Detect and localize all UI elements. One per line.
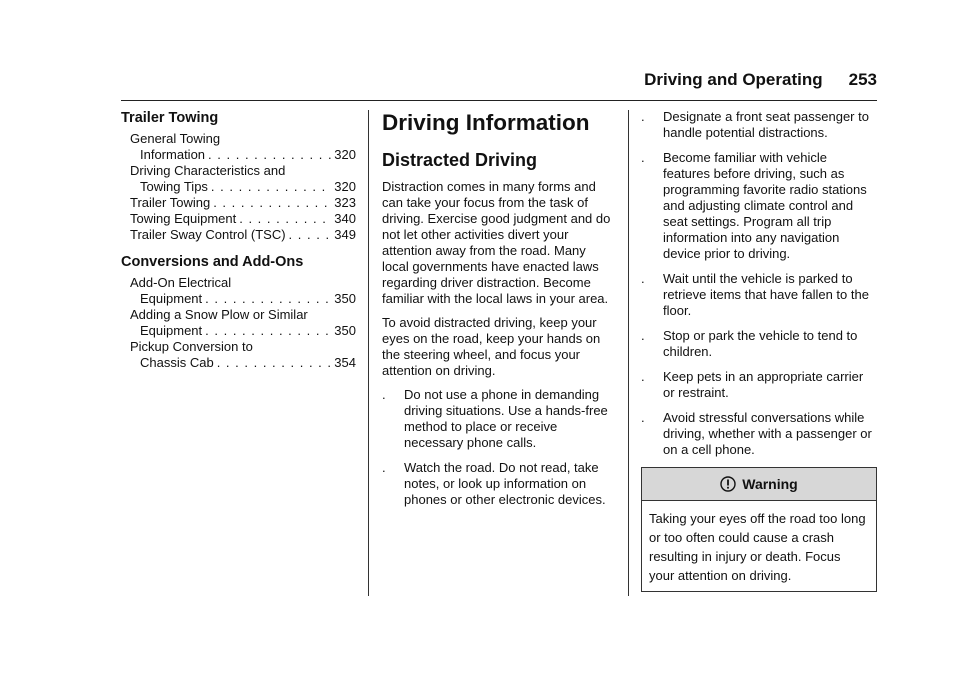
table-of-contents	[121, 109, 356, 376]
page-header	[0, 70, 877, 96]
toc-entry[interactable]: Add-On Electrical Equipment . . . 350	[121, 275, 356, 307]
warning-text: Taking your eyes off the road too long or too often could cause a crash resulting in injury or death. Focus your attention on driving.	[649, 511, 866, 583]
list-item: . Designate a front seat passenger to handle potential distractions.	[641, 109, 869, 140]
list-item: . Keep pets in an appropriate carrier or restraint.	[641, 369, 864, 400]
warning-box	[641, 467, 877, 592]
toc-group	[121, 253, 356, 371]
page-number: 253	[848, 70, 877, 89]
toc-entry[interactable]: Adding a Snow Plow or Similar Equipment . . . 350	[121, 307, 356, 339]
page-title: Driving Information	[382, 110, 590, 135]
bullet-mark: .	[641, 271, 645, 286]
header-rule	[121, 100, 877, 101]
toc-group	[121, 109, 356, 243]
toc-heading: Trailer Towing	[121, 110, 219, 126]
list-item: . Become familiar with vehicle features before driving, such as programming favorite radio stations and adjusting climate control and seat settings. Program all trip information into any navigation device prior to driving.	[641, 150, 867, 261]
list-item: . Stop or park the vehicle to tend to children.	[641, 328, 858, 359]
list-item: . Avoid stressful conversations while driving, whether with a passenger or on a cell phone.	[641, 410, 872, 457]
paragraph: Distraction comes in many forms and can take your focus from the task of driving. Exercise good judgment and do not let other activities divert your attention away from the road. Many local governments have enacted laws regarding driver distraction. Become familiar with the local laws in your area.	[382, 179, 611, 306]
toc-entry[interactable]: Pickup Conversion to Chassis Cab . . . 354	[121, 339, 356, 371]
toc-entry[interactable]: Trailer Sway Control (TSC) . . . 349	[121, 227, 356, 243]
list-item: . Do not use a phone in demanding driving situations. Use a hands-free method to place or receive necessary phone calls.	[382, 387, 608, 450]
paragraph: To avoid distracted driving, keep your eyes on the road, keep your hands on the steering wheel, and focus your attention on driving.	[382, 315, 601, 378]
toc-entry[interactable]: Trailer Towing . . . 323	[121, 195, 356, 211]
toc-entry[interactable]: General Towing Information . . . 320	[121, 131, 356, 163]
warning-header	[642, 468, 876, 501]
list-item: . Watch the road. Do not read, take notes, or look up information on phones or other electronic devices.	[382, 460, 606, 507]
main-column-3	[641, 109, 877, 592]
toc-entry[interactable]: Towing Equipment . . . 340	[121, 211, 356, 227]
bullet-mark: .	[382, 387, 386, 402]
bullet-mark: .	[641, 150, 645, 165]
toc-entry[interactable]: Driving Characteristics and Towing Tips . . . 320	[121, 163, 356, 195]
toc-heading: Conversions and Add-Ons	[121, 254, 304, 270]
list-item: . Wait until the vehicle is parked to retrieve items that have fallen to the floor.	[641, 271, 869, 318]
bullet-mark: .	[641, 369, 645, 384]
bullet-mark: .	[641, 109, 645, 124]
bullet-mark: .	[641, 328, 645, 343]
bullet-mark: .	[382, 460, 386, 475]
main-column-2	[382, 109, 616, 517]
column-divider-1	[368, 110, 369, 596]
warning-icon	[720, 476, 736, 492]
bullet-mark: .	[641, 410, 645, 425]
warning-title: Warning	[742, 476, 798, 492]
section-heading: Distracted Driving	[382, 150, 538, 170]
section-title: Driving and Operating	[644, 70, 823, 89]
column-divider-2	[628, 110, 629, 596]
